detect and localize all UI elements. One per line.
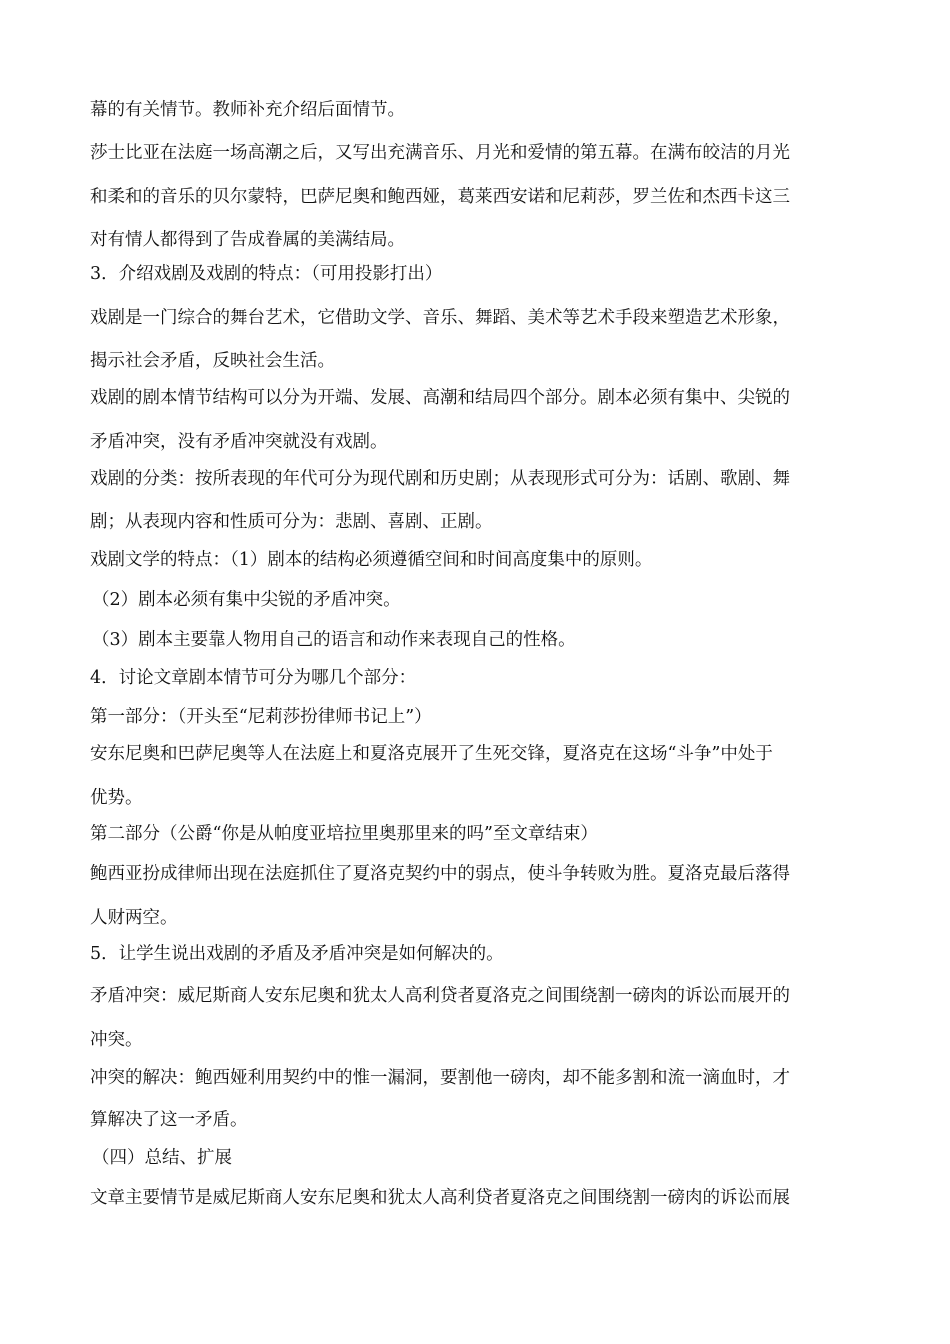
section-heading: 3．介绍戏剧及戏剧的特点：（可用投影打出） [90, 264, 443, 284]
section-heading: 5．让学生说出戏剧的矛盾及矛盾冲突是如何解决的。 [90, 944, 504, 964]
text-line: 第一部分：（开头至“尼莉莎扮律师书记上”） [90, 707, 432, 727]
text-line: 矛盾冲突，没有矛盾冲突就没有戏剧。 [90, 432, 388, 452]
text-line: 戏剧的剧本情节结构可以分为开端、发展、高潮和结局四个部分。剧本必须有集中、尖锐的 [90, 388, 790, 408]
text-line: 冲突。 [90, 1030, 143, 1050]
text-line: 幕的有关情节。教师补充介绍后面情节。 [90, 100, 405, 120]
text-line: 对有情人都得到了告成眷属的美满结局。 [90, 230, 405, 250]
text-line: 鲍西亚扮成律师出现在法庭抓住了夏洛克契约中的弱点，使斗争转败为胜。夏洛克最后落得 [90, 864, 790, 884]
text-line: 优势。 [90, 788, 143, 808]
text-line: 安东尼奥和巴萨尼奥等人在法庭上和夏洛克展开了生死交锋，夏洛克在这场“斗争”中处于 [90, 744, 773, 764]
text-line: 和柔和的音乐的贝尔蒙特，巴萨尼奥和鲍西娅，葛莱西安诺和尼莉莎，罗兰佐和杰西卡这三 [90, 187, 790, 207]
text-line: 人财两空。 [90, 908, 178, 928]
text-line: 戏剧文学的特点：（1）剧本的结构必须遵循空间和时间高度集中的原则。 [90, 550, 653, 570]
list-item: （2）剧本必须有集中尖锐的矛盾冲突。 [92, 590, 401, 610]
text-line: 戏剧的分类：按所表现的年代可分为现代剧和历史剧；从表现形式可分为：话剧、歌剧、舞 [90, 469, 790, 489]
list-item: （3）剧本主要靠人物用自己的语言和动作来表现自己的性格。 [92, 630, 576, 650]
text-line: 剧；从表现内容和性质可分为：悲剧、喜剧、正剧。 [90, 512, 493, 532]
text-line: 第二部分（公爵“你是从帕度亚培拉里奥那里来的吗”至文章结束） [90, 824, 598, 844]
text-line: 戏剧是一门综合的舞台艺术，它借助文学、音乐、舞蹈、美术等艺术手段来塑造艺术形象， [90, 308, 790, 328]
text-line: 冲突的解决：鲍西娅利用契约中的惟一漏洞，要割他一磅肉，却不能多割和流一滴血时，才 [90, 1068, 790, 1088]
text-line: 矛盾冲突：威尼斯商人安东尼奥和犹太人高利贷者夏洛克之间围绕割一磅肉的诉讼而展开的 [90, 986, 790, 1006]
text-line: 文章主要情节是威尼斯商人安东尼奥和犹太人高利贷者夏洛克之间围绕割一磅肉的诉讼而展 [90, 1188, 790, 1208]
section-heading: 4．讨论文章剧本情节可分为哪几个部分： [90, 668, 417, 688]
section-heading: （四）总结、扩展 [92, 1148, 232, 1168]
text-line: 算解决了这一矛盾。 [90, 1110, 248, 1130]
text-line: 莎士比亚在法庭一场高潮之后，又写出充满音乐、月光和爱情的第五幕。在满布皎洁的月光 [90, 143, 790, 163]
text-line: 揭示社会矛盾，反映社会生活。 [90, 351, 335, 371]
